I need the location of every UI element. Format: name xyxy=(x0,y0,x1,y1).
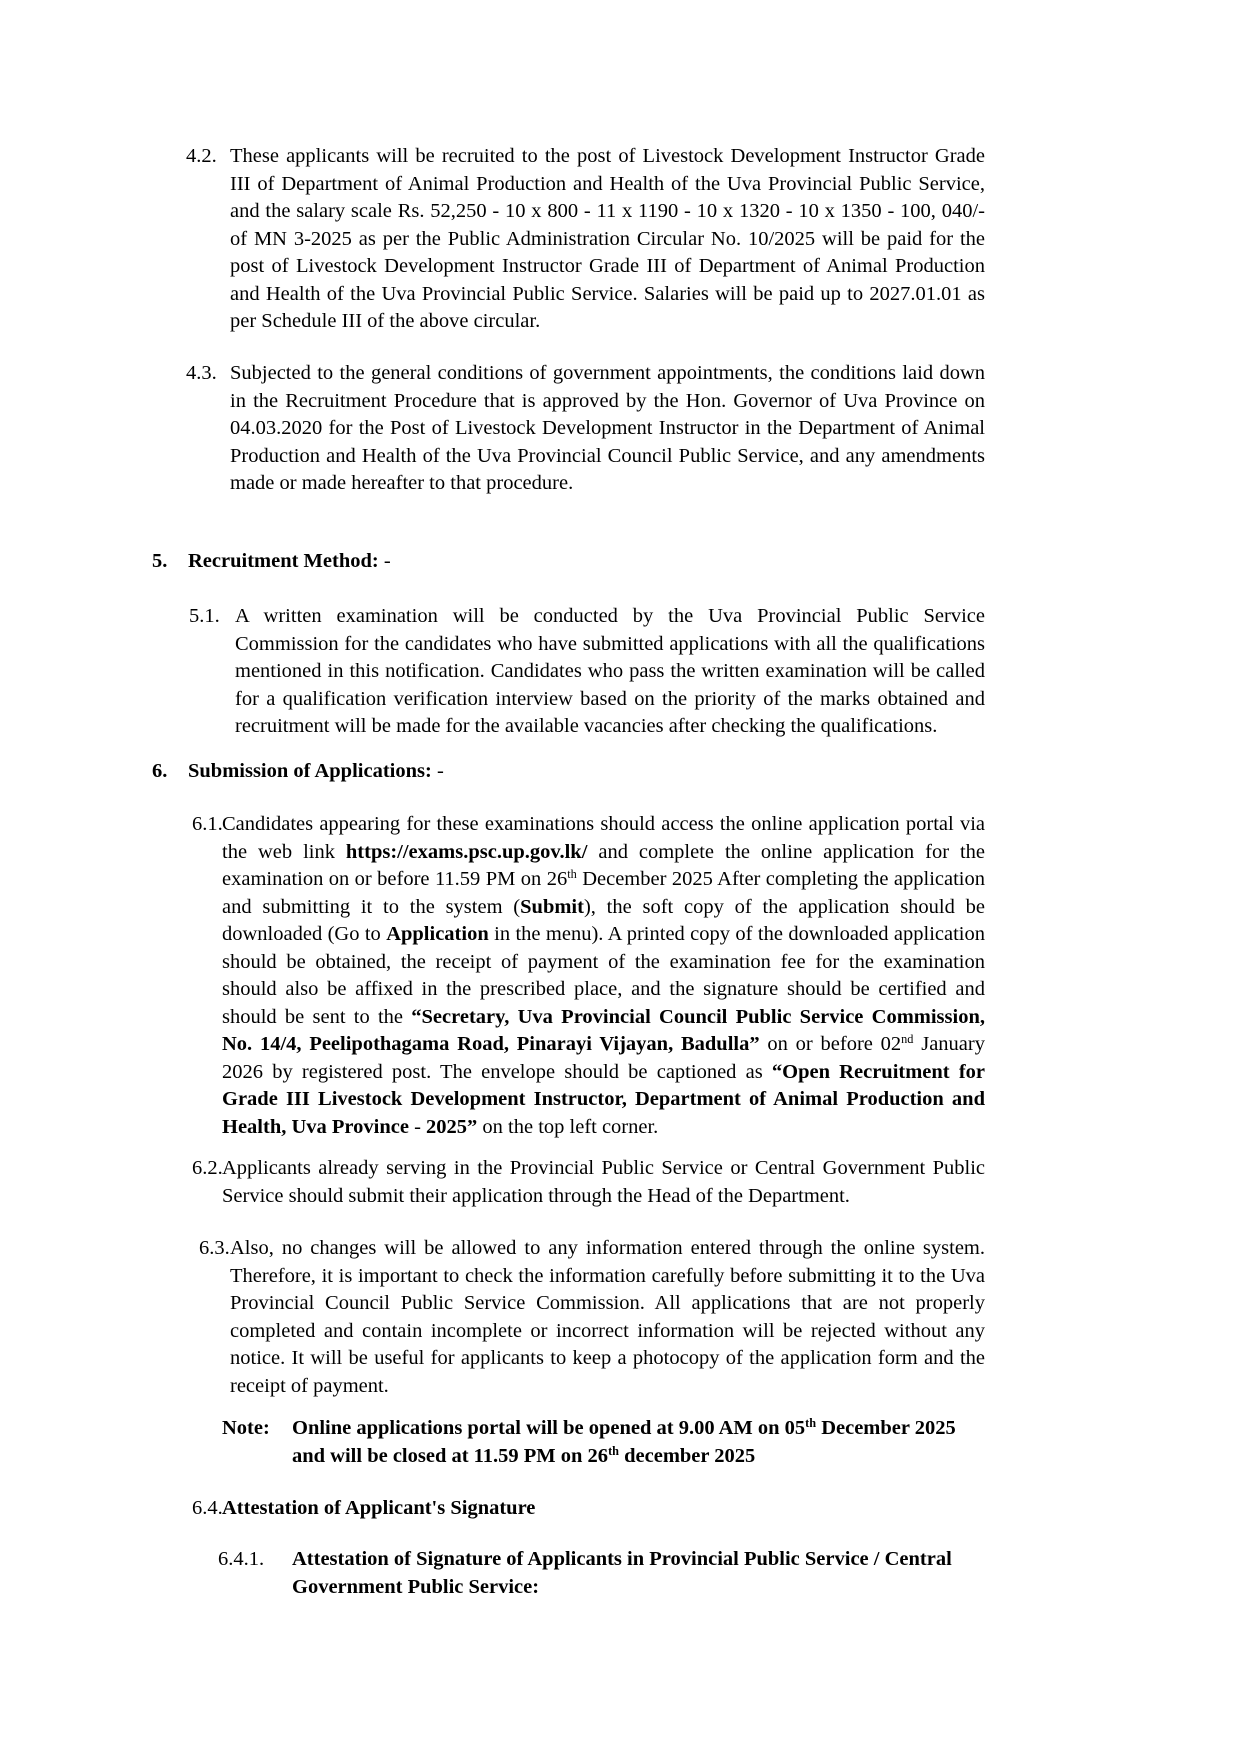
note-label: Note: xyxy=(222,1417,270,1439)
section-6-2-text: Applicants already serving in the Provincial Public Service or Central Government Public Service should submit their application through the Head of the Department. xyxy=(222,1157,985,1207)
heading-6-4-number: 6.4. xyxy=(192,1497,223,1519)
section-5-1 xyxy=(189,603,985,741)
section-4-3-number: 4.3. xyxy=(186,362,217,384)
section-6-1 xyxy=(192,811,986,1141)
note-text: Online applications portal will be opened at 9.00 AM on 05th December 2025 and will be closed at 11.59 PM on 26th december 2025 xyxy=(292,1416,956,1467)
section-4-2-text: These applicants will be recruited to the post of Livestock Development Instructor Grade III of Department of Animal Production and Health of the Uva Provincial Public Service, and the salary scale Rs. 52,250 - 10 x 800 - 11 x 1190 - 10 x 1320 - 10 x 1350 - 100, 040/- of MN 3-2025 as per the Public Administration Circular No. 10/2025 will be paid for the post of Livestock Development Instructor Grade III of Department of Animal Production and Health of the Uva Provincial Public Service. Salaries will be paid up to 2027.01.01 as per Schedule III of the above circular. xyxy=(230,145,985,332)
heading-6-4-1-attestation-provincial xyxy=(218,1546,985,1601)
heading-6-4-1-number: 6.4.1. xyxy=(218,1548,265,1570)
section-6-1-text: Candidates appearing for these examinations should access the online application portal via the web link https://exams.psc.up.gov.lk/ and complete the online application for the examination on or before 11.59 PM on 26th December 2025 After completing the application and submitting it to the system (Submit), the soft copy of the application should be downloaded (Go to Application in the menu). A printed copy of the downloaded application should be obtained, the receipt of payment of the examination fee for the examination should also be affixed in the prescribed place, and the signature should be certified and should be sent to the “Secretary, Uva Provincial Council Public Service Commission, No. 14/4, Peelipothagama Road, Pinarayi Vijayan, Badulla” on or before 02nd January 2026 by registered post. The envelope should be captioned as “Open Recruitment for Grade III Livestock Development Instructor, Department of Animal Production and Health, Uva Province - 2025” on the top left corner. xyxy=(222,813,986,1138)
section-5-1-number: 5.1. xyxy=(189,605,220,627)
heading-6-number: 6. xyxy=(152,760,168,782)
section-5-1-text: A written examination will be conducted by the Uva Provincial Public Service Commission for the candidates who have submitted applications with all the qualifications mentioned in this notification. Candidates who pass the written examination will be called for a qualification verification interview based on the priority of the marks obtained and recruitment will be made for the available vacancies after checking the qualifications. xyxy=(235,605,985,737)
section-6-2 xyxy=(192,1155,985,1210)
section-6-1-number: 6.1. xyxy=(192,813,223,835)
section-6-3-text: Also, no changes will be allowed to any information entered through the online system. Therefore, it is important to check the information carefully before submitting it to the Uva Provincial Council Public Service Commission. All applications that are not properly completed and contain incomplete or incorrect information will be rejected without any notice. It will be useful for applicants to keep a photocopy of the application form and the receipt of payment. xyxy=(230,1237,985,1397)
section-4-3 xyxy=(186,360,985,498)
heading-6-4-attestation xyxy=(192,1495,985,1523)
heading-6-text: Submission of Applications: - xyxy=(188,760,444,782)
heading-6-4-text: Attestation of Applicant's Signature xyxy=(222,1497,536,1519)
note-online-portal-dates xyxy=(222,1415,985,1470)
section-6-3-number: 6.3. xyxy=(199,1237,230,1259)
heading-6-4-1-text: Attestation of Signature of Applicants in Provincial Public Service / Central Government Public Service: xyxy=(292,1548,952,1598)
heading-5-text: Recruitment Method: - xyxy=(188,550,391,572)
section-4-2 xyxy=(186,143,985,336)
section-4-2-number: 4.2. xyxy=(186,145,217,167)
section-6-3 xyxy=(199,1235,985,1400)
heading-6-submission-of-applications xyxy=(152,758,978,786)
section-6-2-number: 6.2. xyxy=(192,1157,223,1179)
heading-5-recruitment-method xyxy=(152,548,978,576)
section-4-3-text: Subjected to the general conditions of government appointments, the conditions laid down in the Recruitment Procedure that is approved by the Hon. Governor of Uva Province on 04.03.2020 for the Post of Livestock Development Instructor in the Department of Animal Production and Health of the Uva Provincial Council Public Service, and any amendments made or made hereafter to that procedure. xyxy=(230,362,985,494)
heading-5-number: 5. xyxy=(152,550,168,572)
